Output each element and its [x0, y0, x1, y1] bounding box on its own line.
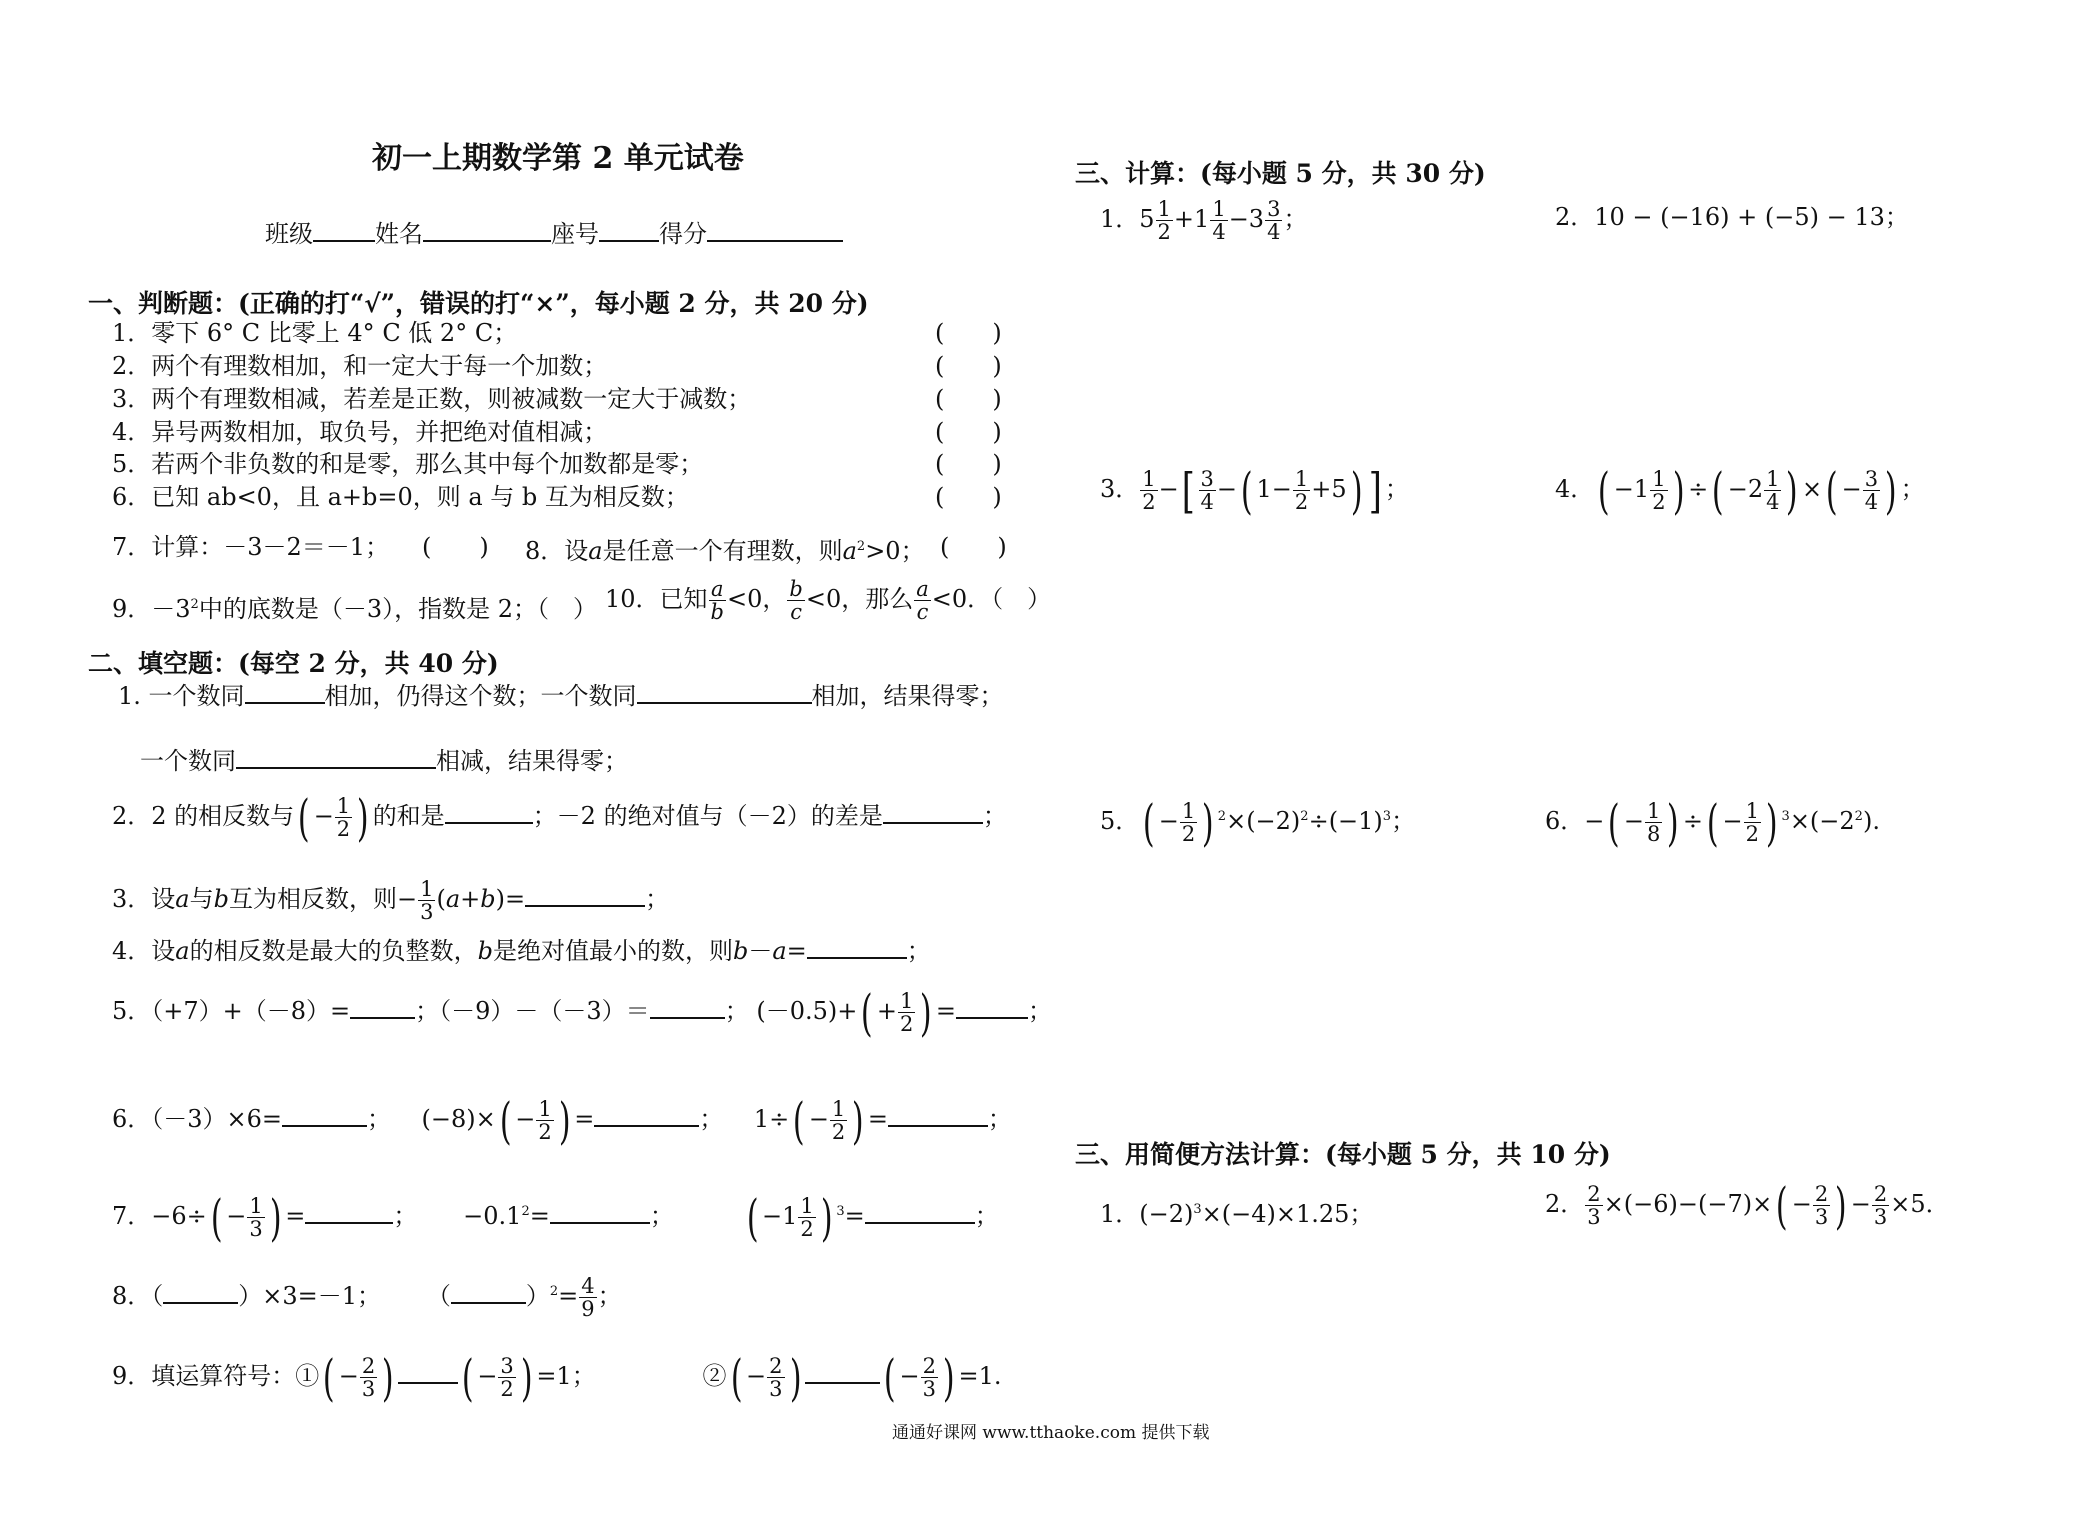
fill-item-6: 6．（－3）×6= ； (−8)×( − $\frac{1}{2}$ ) = ； 1÷( − $\frac{1}{2}$ ) = ；: [112, 1091, 1012, 1150]
calc-item-2: 2．10 − (−16) + (−5) − 13；: [1555, 203, 1909, 231]
blank[interactable]: [594, 1103, 699, 1127]
answer-paren-5[interactable]: ( ): [935, 450, 1002, 478]
answer-paren-8[interactable]: ( ): [940, 533, 1007, 561]
section3-heading: 三、计算：(每小题 5 分，共 30 分): [1075, 159, 1486, 188]
seat-label: 座号: [551, 220, 599, 248]
answer-paren-2[interactable]: ( ): [935, 352, 1002, 380]
blank[interactable]: [236, 745, 436, 769]
blank[interactable]: [451, 1280, 526, 1304]
fill-item-9: 9．填运算符号：①( − $\frac{2}{3}$ ) ( − $\frac{3}{2}$ ) =1； ②( − $\frac{2}{3}$ ) ( − $\frac{2}{3}$ ) =1.: [112, 1348, 1002, 1407]
blank[interactable]: [282, 1103, 367, 1127]
blank[interactable]: [883, 800, 983, 824]
blank[interactable]: [525, 883, 645, 907]
calc-item-1: 1．5 $\frac{1}{2}$ +1 $\frac{1}{4}$ −3 $\frac{3}{4}$ ；: [1100, 197, 1308, 244]
score-label: 得分: [659, 220, 707, 248]
score-field[interactable]: [707, 218, 843, 242]
class-label: 班级: [265, 220, 313, 248]
blank[interactable]: [807, 935, 907, 959]
simple-calc-item-2: 2． $\frac{2}{3}$ ×(−6)−(−7)×( − $\frac{2}{3}$ ) − $\frac{2}{3}$ ×5．: [1545, 1176, 1950, 1235]
blank[interactable]: [445, 800, 533, 824]
answer-paren-6[interactable]: ( ): [935, 483, 1002, 511]
judge-item-9: 9．$-3^2$中的底数是（－3），指数是 2；（ ）: [112, 595, 597, 623]
fill-item-1b: 一个数同 相减，结果得零；: [140, 747, 628, 775]
calc-item-6: 6．−( − $\frac{1}{8}$ ) ÷( − $\frac{1}{2}$ ) $^3\times(-2^2)$.: [1545, 793, 1880, 852]
class-field[interactable]: [313, 218, 375, 242]
fill-item-8: 8．（ ）×3=－1； （ ）$^2$= $\frac{4}{9}$ ；: [112, 1274, 622, 1321]
blank[interactable]: [398, 1360, 458, 1384]
fill-item-5: 5．（+7）+（－8）= ；（－9）－（－3）＝ ； (－0.5)+( + $\frac{1}{2}$ ) = ；: [112, 983, 1052, 1042]
fill-item-1a: 1. 一个数同 相加，仍得这个数；一个数同 相加，结果得零；: [118, 682, 1004, 710]
blank[interactable]: [163, 1280, 238, 1304]
blank[interactable]: [956, 995, 1028, 1019]
calc-item-3: 3． $\frac{1}{2}$ −[ $\frac{3}{4}$ −( 1− $\frac{1}{2}$ +5) ] ；: [1100, 461, 1409, 520]
judge-item-4: 4．异号两数相加，取负号，并把绝对值相减；: [112, 418, 608, 446]
answer-paren-1[interactable]: ( ): [935, 319, 1002, 347]
judge-item-6: 6．已知 ab<0，且 a+b=0，则 a 与 b 互为相反数；: [112, 483, 689, 511]
seat-field[interactable]: [599, 218, 659, 242]
judge-item-5: 5．若两个非负数的和是零，那么其中每个加数都是零；: [112, 450, 704, 478]
blank[interactable]: [350, 995, 415, 1019]
blank[interactable]: [865, 1200, 975, 1224]
fill-item-2: 2．2 的相反数与( − $\frac{1}{2}$ ) 的和是 ；－2 的绝对值与（－2）的差是 ；: [112, 788, 1007, 847]
fill-item-7: 7．−6÷( − $\frac{1}{3}$ ) = ； $-0.1^2=$ ； ( −1 $\frac{1}{2}$ ) $^3$= ；: [112, 1188, 999, 1247]
answer-paren-7[interactable]: ( ): [422, 533, 489, 561]
name-label: 姓名: [375, 220, 423, 248]
simple-calc-item-1: 1．$(-2)^3\times(-4)\times 1.25$；: [1100, 1200, 1374, 1228]
answer-paren-4[interactable]: ( ): [935, 418, 1002, 446]
calc-item-5: 5．( − $\frac{1}{2}$ ) $^2\times(-2)^2\div(-1)^3$；: [1100, 793, 1416, 852]
blank[interactable]: [305, 1200, 393, 1224]
fill-item-3: 3．设a与b互为相反数，则− $\frac{1}{3}$ (a+b)= ；: [112, 877, 670, 924]
section4-heading: 三、用简便方法计算：(每小题 5 分，共 10 分): [1075, 1140, 1611, 1169]
fill-item-4: 4．设a的相反数是最大的负整数，b是绝对值最小的数，则b－a= ；: [112, 937, 931, 965]
section2-heading: 二、填空题：(每空 2 分，共 40 分): [88, 649, 499, 678]
blank[interactable]: [637, 680, 812, 704]
judge-item-1: 1．零下 6° C 比零上 4° C 低 2° C；: [112, 319, 518, 347]
blank[interactable]: [245, 680, 325, 704]
answer-paren-3[interactable]: ( ): [935, 385, 1002, 413]
blank[interactable]: [888, 1103, 988, 1127]
blank[interactable]: [650, 995, 725, 1019]
student-info-line: [265, 218, 843, 249]
judge-item-2: 2．两个有理数相加，和一定大于每一个加数；: [112, 352, 608, 380]
blank[interactable]: [805, 1360, 880, 1384]
calc-item-4: 4．( −1 $\frac{1}{2}$ ) ÷( −2 $\frac{1}{4}$ ) ×( − $\frac{3}{4}$ ) ；: [1555, 461, 1925, 520]
section1-heading: 一、判断题：(正确的打“√”，错误的打“×”，每小题 2 分，共 20 分): [88, 289, 869, 318]
name-field[interactable]: [423, 218, 551, 242]
judge-item-3: 3．两个有理数相减，若差是正数，则被减数一定大于减数；: [112, 385, 752, 413]
judge-item-10: 10．已知 $\frac{a}{b}$ <0， $\frac{b}{c}$ <0，那么 $\frac{a}{c}$ <0．（ ）: [605, 577, 1052, 624]
page-title: 初一上期数学第 2 单元试卷: [372, 141, 744, 176]
footer-credit: 通通好课网 www.tthaoke.com 提供下载: [892, 1423, 1210, 1443]
judge-item-7: 7．计算：－3－2＝－1；: [112, 533, 390, 561]
judge-item-8: 8．设a是任意一个有理数，则$a^2>0$；: [525, 537, 925, 565]
blank[interactable]: [550, 1200, 650, 1224]
